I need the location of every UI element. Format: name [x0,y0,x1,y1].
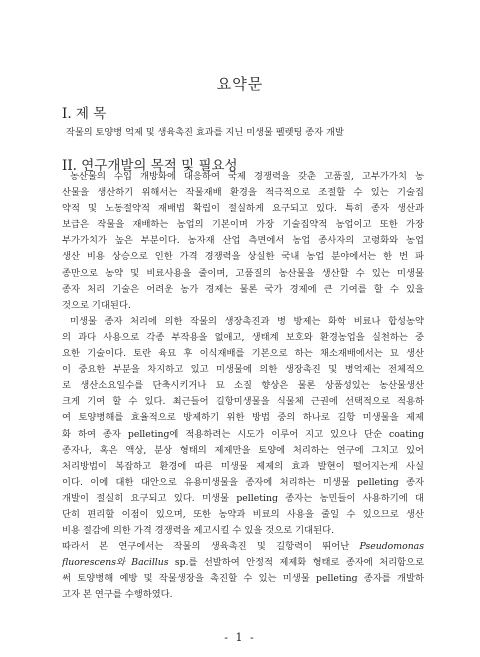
page-number: - 1 - [224,631,256,644]
section1-body: 작물의 토양병 억제 및 생육촉진 효과를 지닌 미생물 펠렛팅 종자 개발 [66,127,344,138]
section1-heading: I. 제 목 [62,106,107,122]
section2-body [62,169,424,604]
body-line: 생산 비용 상승으로 인한 가격 경쟁력을 상실한 국내 농업 분야에서는 한 번 파 [62,251,424,263]
body-line: 화 하여 종자 pelleting에 적용하려는 시도가 이루어 지고 있으나 단순 coating [62,428,424,440]
body-line [62,555,424,571]
body-line-text: sp.를 선발하여 안정적 제제화 형태로 종자에 처리함으로 [174,557,424,569]
body-line: 산물을 생산하기 위해서는 작물재배 환경을 적극적으로 조절할 수 있는 기술집 [62,187,424,199]
species-bacillus: Bacillus [131,557,169,569]
body-line: 써 토양병해 예방 및 작물생장을 촉진할 수 있는 미생물 pelleting 종자를 개발하 [62,573,424,585]
species-pseudomonas: Pseudomonas [359,541,424,553]
body-line: 여 토양병해를 효율적으로 방제하기 위한 방법 중의 하나로 길항 미생물을 제제 [62,412,424,424]
body-line: 요한 기술이다. 토란 육묘 후 이식재배를 기본으로 하는 채소재배에서는 묘 생산 [62,348,424,360]
section2-heading: II. 연구개발의 목적 및 필요성 [62,158,238,174]
body-line: 크게 기여 할 수 있다. 최근들어 길항미생물을 식물체 근권에 선택적으로 적용하 [62,396,424,408]
body-line: 로 생산소요일수를 단축시키거나 묘 소질 향상은 물론 상품성있는 농산물생산 [62,380,424,392]
body-line: 개발이 절실히 요구되고 있다. 미생물 pelleting 종자는 농민들이 사용하기에 대 [62,492,424,504]
body-line: 단히 편리할 이점이 있으며, 또한 농약과 비료의 사용을 줄일 수 있으므로 생산 [62,508,424,520]
body-line: 부가가치가 높은 부분이다. 농자재 산업 측면에서 농업 종사자의 고령화와 농업 [62,235,424,247]
body-line: 종자 처리 기술은 어려운 농가 경제는 물론 국가 경제에 큰 기여를 할 수 있을 [62,283,424,295]
body-line: 보급은 작물을 재배하는 농업의 기본이며 가장 기술집약적 농업이고 또한 가장 [62,219,424,231]
page-title: 요약문 [216,75,264,93]
body-line: 이 중요한 부분을 차지하고 있고 미생물에 의한 생장촉진 및 병억제는 전체적으 [62,364,424,376]
body-line: 농산물의 수입 개방화에 대응하여 국제 경쟁력을 갖춘 고품질, 고부가가치 농 [70,171,424,182]
species-fluorescens: fluorescens와 [62,557,132,569]
body-line-text: 따라서 본 연구에서는 작물의 생육촉진 및 길항력이 뛰어난 [62,541,360,553]
body-line: 종만으로 농약 및 비료사용을 줄이며, 고품질의 농산물을 생산할 수 있는 미생물 [62,267,424,279]
body-line: 미생물 종자 처리에 의한 작물의 생장촉진과 병 방제는 화학 비료나 합성농약 [70,315,424,327]
body-line: 것으로 기대된다. [62,299,131,311]
body-line: 비용 절감에 의한 가격 경쟁력을 제고시킬 수 있을 것으로 기대된다. [62,525,335,537]
body-line [62,539,424,555]
body-line: 이다. 이에 대한 대안으로 유용미생물을 종자에 처리하는 미생물 pelleting 종자 [62,476,424,488]
body-line: 처리방법이 복잡하고 환경에 따른 미생물 제제의 효과 발현이 떨어지는게 사실 [62,460,424,472]
body-line: 고자 본 연구를 수행하였다. [62,589,173,601]
body-line: 약적 및 노동절약적 재배법 확립이 절실하게 요구되고 있다. 특히 종자 생산과 [62,203,424,215]
body-line: 종자나, 혹은 액상, 분상 형태의 제제만을 토양에 처리하는 연구에 그치고 있어 [62,444,424,456]
body-line: 의 과다 사용으로 각종 부작용을 없애고, 생태계 보호와 환경농업을 실천하는 중 [62,331,424,343]
